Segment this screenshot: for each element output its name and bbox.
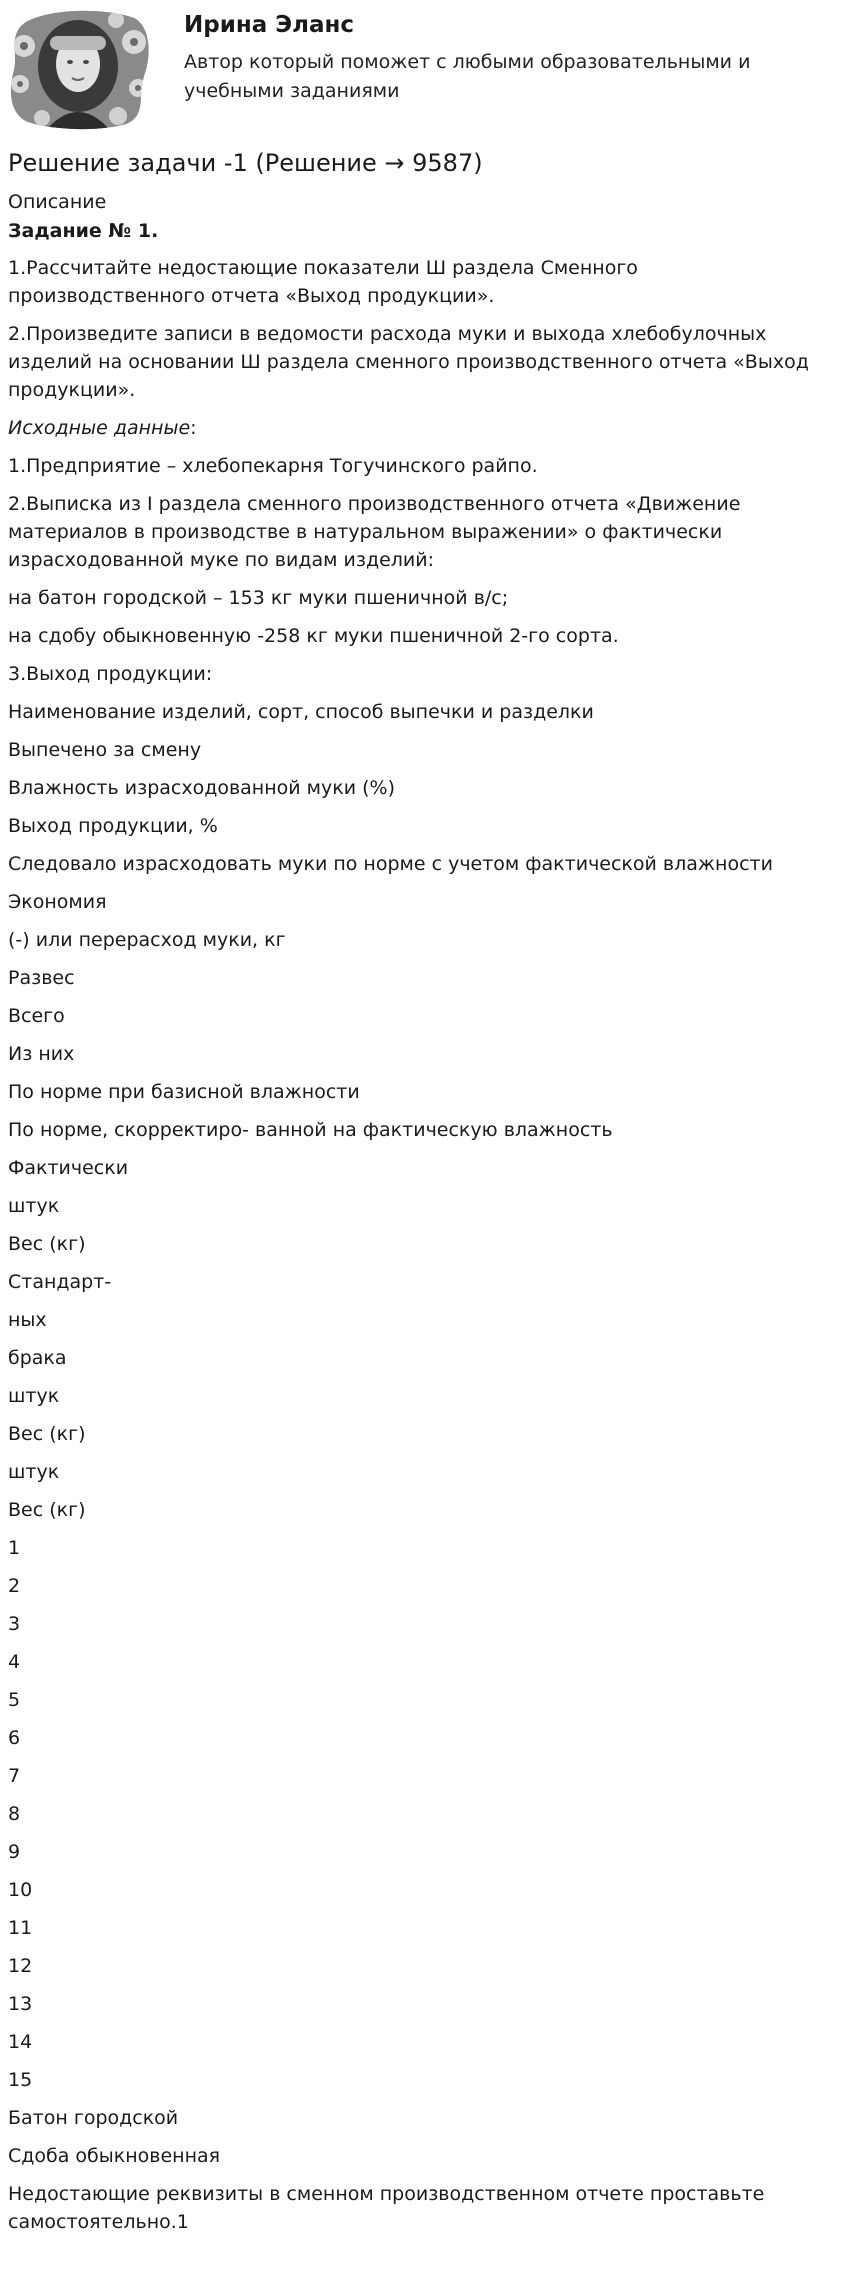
table-cell-text: Вес (кг) (8, 1423, 86, 1445)
table-cell-text: Развес (8, 967, 75, 989)
task-item-1: 1.Рассчитайте недостающие показатели Ш раздела Сменного производственного отчета «Выход продукции». (8, 257, 638, 307)
task-heading: Задание № 1. (8, 220, 159, 242)
source-item-1: 1.Предприятие – хлебопекарня Тогучинского райпо. (8, 455, 538, 477)
closing-note: Недостающие реквизиты в сменном производственном отчете проставьте самостоятельно.1 (8, 2183, 765, 2233)
table-cell-text: ных (8, 1309, 47, 1331)
author-name[interactable]: Ирина Эланс (184, 12, 355, 38)
table-cell-text: 4 (8, 1651, 21, 1673)
table-cell-text: штук (8, 1385, 60, 1407)
table-cell-text: 14 (8, 2031, 33, 2053)
table-cell-text: 11 (8, 1917, 33, 1939)
table-cell-text: По норме, скорректиро- ванной на фактическую влажность (8, 1119, 613, 1141)
table-cell-text: 2 (8, 1575, 21, 1597)
source-data-label-italic: Исходные данные (8, 417, 191, 439)
document-body (8, 148, 838, 2246)
table-cell-text: Фактически (8, 1157, 129, 1179)
table-cell-text: Выход продукции, % (8, 815, 218, 837)
table-cell-text: штук (8, 1195, 60, 1217)
table-cell-text: 1 (8, 1537, 21, 1559)
source-data-label-suffix: : (190, 417, 197, 439)
table-cell-text: Стандарт- (8, 1271, 112, 1293)
table-cell-text: Из них (8, 1043, 75, 1065)
table-cell-text: Следовало израсходовать муки по норме с учетом фактической влажности (8, 853, 773, 875)
table-cell-text: 15 (8, 2069, 33, 2091)
table-cell-text: Вес (кг) (8, 1499, 86, 1521)
document-lines (8, 254, 838, 2236)
table-cell-text: 3 (8, 1613, 21, 1635)
table-cell-text: 13 (8, 1993, 33, 2015)
source-item-2: 2.Выписка из I раздела сменного производственного отчета «Движение материалов в производстве в натуральном выражении» о фактически израсходованной муке по видам изделий: (8, 493, 741, 571)
table-cell-text: 12 (8, 1955, 33, 1977)
table-cell-text: 6 (8, 1727, 21, 1749)
author-description: Автор который поможет с любыми образовательными и учебными заданиями (184, 51, 751, 102)
task-item-2: 2.Произведите записи в ведомости расхода муки и выхода хлебобулочных изделий на основании Ш раздела сменного производственного отчета «Выход продукции». (8, 323, 809, 401)
description-label: Описание (8, 191, 107, 213)
table-cell-text: Выпечено за смену (8, 739, 202, 761)
table-cell-text: Наименование изделий, сорт, способ выпечки и разделки (8, 701, 594, 723)
table-cell-text: (-) или перерасход муки, кг (8, 929, 286, 951)
table-cell-text: 7 (8, 1765, 21, 1787)
table-cell-text: Сдоба обыкновенная (8, 2145, 221, 2167)
table-cell-text: По норме при базисной влажности (8, 1081, 360, 1103)
flour-item-2: на сдобу обыкновенную -258 кг муки пшеничной 2-го сорта. (8, 625, 619, 647)
source-data-label (8, 414, 838, 442)
author-card (0, 0, 847, 140)
table-cell-text: Экономия (8, 891, 107, 913)
output-table-cells (8, 698, 838, 2170)
author-photo-icon (6, 6, 152, 130)
table-cell-text: 5 (8, 1689, 21, 1711)
table-cell-text: штук (8, 1461, 60, 1483)
table-cell-text: Батон городской (8, 2107, 179, 2129)
table-cell-text: 10 (8, 1879, 33, 1901)
table-cell-text: Вес (кг) (8, 1233, 86, 1255)
table-cell-text: Всего (8, 1005, 65, 1027)
table-cell-text: 9 (8, 1841, 21, 1863)
output-heading: 3.Выход продукции: (8, 663, 213, 685)
flour-item-1: на батон городской – 153 кг муки пшеничной в/с; (8, 587, 509, 609)
table-cell-text: брака (8, 1347, 67, 1369)
table-cell-text: 8 (8, 1803, 21, 1825)
table-cell-text: Влажность израсходованной муки (%) (8, 777, 395, 799)
page-title: Решение задачи -1 (Решение → 9587) (8, 149, 483, 177)
